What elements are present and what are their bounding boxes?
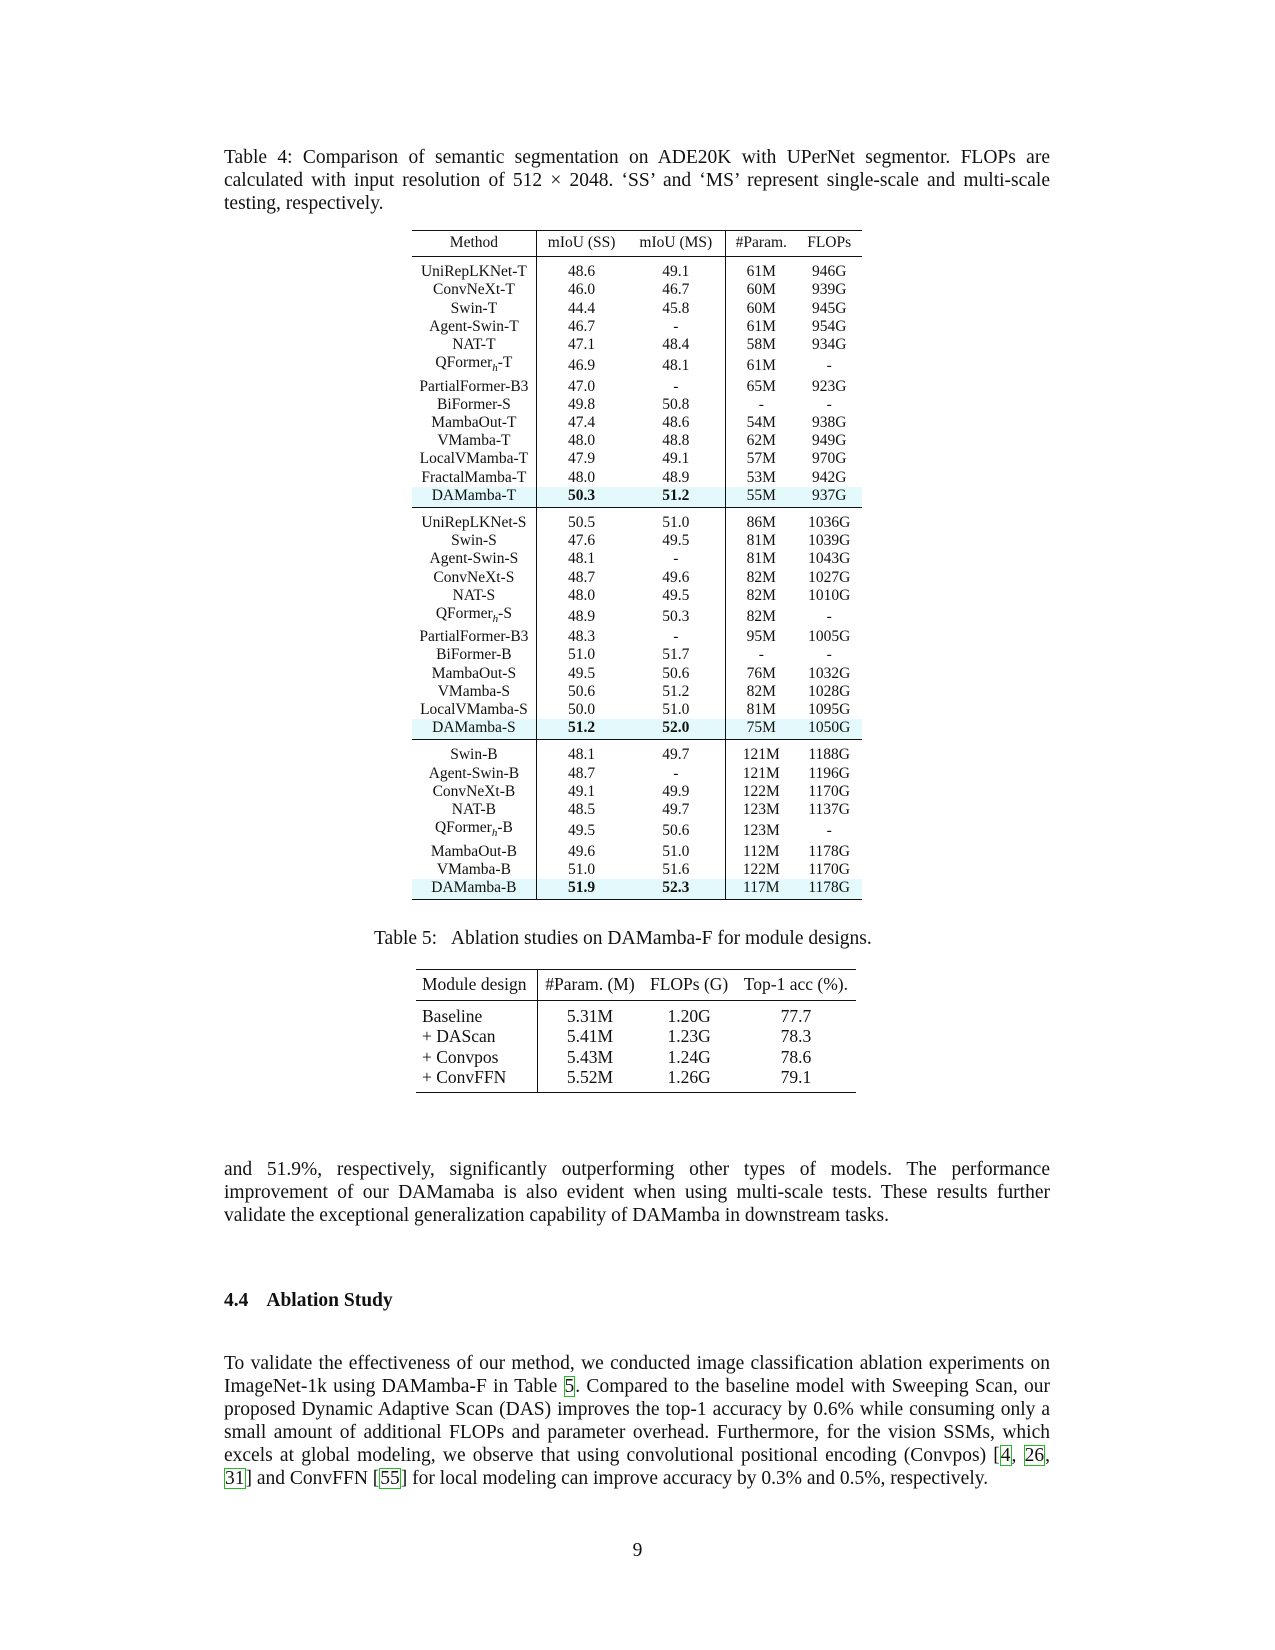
method-name: VMamba-B [436, 860, 511, 878]
method-cell [412, 843, 536, 861]
page-number: 9 [632, 1540, 643, 1561]
param-cell: 57M [726, 450, 797, 468]
table-row [412, 318, 862, 336]
table5-caption-label: Table 5: [374, 928, 438, 949]
miou-ms-cell: - [673, 628, 679, 646]
miou-ms-cell: - [673, 550, 679, 568]
flops-cell: 1178G [796, 879, 862, 900]
miou-ss-cell: 48.5 [536, 801, 626, 819]
table-row [412, 765, 862, 783]
method-name: VMamba-S [437, 682, 511, 700]
flops-cell: - [826, 821, 832, 839]
flops-cell: 946G [811, 263, 847, 281]
param-cell: 5.52M [537, 1067, 642, 1092]
method-cell [412, 396, 536, 414]
method-name: QFormer [434, 819, 492, 837]
table-row [412, 646, 862, 664]
miou-ms-cell: 52.0 [626, 719, 725, 740]
method-cell [412, 879, 536, 900]
table-row [416, 1047, 856, 1068]
flops-cell: 934G [811, 336, 847, 354]
table4-caption-label: Table 4: [224, 147, 293, 168]
table-row [416, 1026, 856, 1047]
table4-group [412, 257, 862, 508]
param-cell: 5.31M [537, 1000, 642, 1026]
ablation-text-4: ] for local modeling can improve accuracy by 0.3% and 0.5%, respectively. [400, 1468, 989, 1489]
citation-separator: , [1011, 1445, 1024, 1466]
miou-ss-cell: 47.9 [536, 450, 626, 468]
param-cell: 117M [726, 879, 797, 900]
method-name: Swin-S [451, 532, 497, 550]
table-row [412, 740, 862, 765]
param-cell: 65M [726, 378, 797, 396]
miou-ss-cell: 47.0 [536, 378, 626, 396]
param-cell: 60M [726, 300, 797, 318]
miou-ms-cell: 51.0 [626, 507, 725, 532]
method-name: QFormer [435, 604, 493, 622]
method-cell [412, 665, 536, 683]
table-row [412, 819, 862, 842]
table-row [412, 378, 862, 396]
miou-ms-cell: 45.8 [662, 299, 690, 317]
param-cell: 61M [726, 354, 797, 377]
miou-ss-cell: 50.5 [536, 507, 626, 532]
method-name: VMamba-T [437, 432, 511, 450]
flops-cell: - [826, 646, 832, 664]
flops-cell: 942G [811, 468, 847, 486]
table5-header-row [416, 970, 856, 1001]
acc-cell: 77.7 [780, 1005, 812, 1026]
param-cell: 123M [726, 801, 797, 819]
method-suffix: -B [497, 819, 513, 837]
flops-cell: 1028G [808, 682, 851, 700]
flops-cell: 939G [811, 281, 847, 299]
design-cell: + DAScan [422, 1026, 496, 1046]
param-cell: 121M [726, 740, 797, 765]
method-name: NAT-S [452, 586, 496, 604]
table5-caption-text: Ablation studies on DAMamba-F for module designs. [450, 928, 872, 949]
table5-header-param: #Param. (M) [537, 970, 642, 1001]
miou-ms-cell: 50.3 [662, 607, 690, 625]
flops-cell: 1170G [808, 860, 850, 878]
table-row [412, 507, 862, 532]
param-cell: 55M [726, 487, 797, 508]
miou-ss-cell: 50.0 [536, 701, 626, 719]
flops-cell: 1039G [808, 532, 851, 550]
param-cell: 61M [726, 257, 797, 282]
table4-header-miou-ms: mIoU (MS) [626, 231, 725, 257]
method-name: Agent-Swin-B [428, 764, 520, 782]
method-name: LocalVMamba-T [419, 450, 529, 468]
citation-link[interactable]: 26 [1024, 1445, 1045, 1466]
miou-ss-cell: 49.5 [536, 819, 626, 842]
method-cell [412, 300, 536, 318]
section-number: 4.4 [224, 1290, 249, 1311]
table-row [412, 701, 862, 719]
flops-cell: 1188G [796, 740, 862, 765]
table4-group [412, 507, 862, 740]
miou-ms-cell: 51.6 [662, 860, 690, 878]
miou-ms-cell: 49.5 [662, 532, 690, 550]
miou-ms-cell: - [673, 377, 679, 395]
flops-cell: 1010G [808, 586, 851, 604]
miou-ms-cell: 49.7 [626, 740, 725, 765]
citation-link[interactable]: 4 [1000, 1445, 1011, 1466]
table-row [412, 469, 862, 487]
flops-cell: - [826, 395, 832, 413]
table5-header-flops: FLOPs (G) [642, 970, 735, 1001]
table-row [412, 432, 862, 450]
flops-cell: 1043G [808, 550, 851, 568]
flops-cell: 954G [811, 317, 847, 335]
param-cell: 81M [726, 532, 797, 550]
miou-ms-cell: 50.6 [662, 664, 690, 682]
miou-ms-cell: 51.7 [662, 646, 690, 664]
miou-ss-cell: 47.4 [536, 414, 626, 432]
miou-ss-cell: 51.9 [536, 879, 626, 900]
table5-caption [374, 927, 934, 950]
table-reference-link[interactable]: 5 [564, 1376, 575, 1397]
miou-ss-cell: 49.6 [536, 843, 626, 861]
method-subscript: h [491, 827, 498, 840]
miou-ms-cell: 49.5 [662, 586, 690, 604]
method-cell [412, 469, 536, 487]
param-cell: 82M [726, 605, 797, 628]
miou-ss-cell: 48.3 [536, 628, 626, 646]
table-row [412, 336, 862, 354]
miou-ss-cell: 47.6 [536, 532, 626, 550]
table-row [412, 665, 862, 683]
miou-ms-cell: 51.0 [662, 701, 690, 719]
table4-header-flops: FLOPs [796, 231, 862, 257]
miou-ms-cell: 49.7 [662, 801, 690, 819]
method-cell [412, 378, 536, 396]
table-row [412, 281, 862, 299]
miou-ss-cell: 51.2 [536, 719, 626, 740]
table-row [412, 587, 862, 605]
method-name: ConvNeXt-T [433, 281, 515, 299]
miou-ms-cell: 49.1 [662, 450, 690, 468]
miou-ms-cell: 49.6 [662, 568, 690, 586]
miou-ss-cell: 50.6 [536, 683, 626, 701]
flops-cell: 1.24G [667, 1046, 711, 1067]
citation-link[interactable]: 55 [380, 1468, 400, 1489]
method-cell [412, 719, 536, 740]
method-name: Agent-Swin-T [429, 317, 519, 335]
flops-cell: 949G [811, 432, 847, 450]
acc-cell: 78.3 [780, 1026, 812, 1046]
miou-ms-cell: 48.4 [662, 336, 690, 354]
miou-ms-cell: 51.0 [662, 842, 690, 860]
method-name: UniRepLKNet-S [421, 513, 527, 531]
param-cell: 122M [726, 783, 797, 801]
method-cell [412, 740, 536, 765]
miou-ss-cell: 44.4 [536, 300, 626, 318]
method-cell [412, 354, 536, 377]
param-cell: 86M [726, 507, 797, 532]
citation-separator: , [1045, 1445, 1050, 1466]
flops-cell: 1.23G [667, 1026, 711, 1046]
method-cell [412, 605, 536, 628]
table-row [412, 487, 862, 508]
method-cell [412, 765, 536, 783]
body-paragraph-results: and 51.9%, respectively, significantly outperforming other types of models. The performance improvement of our DAMamaba is also evident when using multi-scale tests. These results further validate the exceptional generalization capability of DAMamba in downstream tasks. [224, 1159, 1050, 1226]
method-cell [412, 783, 536, 801]
ablation-text-2: . Compared to the baseline model with Sweeping Scan, our proposed Dynamic Adaptive Scan (DAS) improves the top-1 accuracy by 0.6% while consuming only a small amount of additional FLOPs and parameter overhead. Furthermore, for the vision SSMs, which excels at global modeling, we observe that using convolutional positional encoding (Convpos) [ [224, 1376, 1050, 1466]
table4-header-param: #Param. [726, 231, 797, 257]
table4-header-method: Method [412, 231, 536, 257]
param-cell: - [726, 646, 797, 664]
method-cell [412, 801, 536, 819]
table-row [412, 801, 862, 819]
miou-ss-cell: 48.9 [536, 605, 626, 628]
param-cell: - [726, 396, 797, 414]
table-row [412, 550, 862, 568]
flops-cell: 1095G [808, 701, 851, 719]
table-row [412, 257, 862, 282]
method-cell [412, 701, 536, 719]
miou-ms-cell: 48.8 [662, 432, 690, 450]
flops-cell: 1178G [808, 842, 850, 860]
method-cell [412, 281, 536, 299]
table-row [412, 879, 862, 900]
method-name: MambaOut-S [431, 664, 517, 682]
table-row [412, 783, 862, 801]
param-cell: 82M [726, 569, 797, 587]
param-cell: 81M [726, 701, 797, 719]
miou-ms-cell: 48.1 [662, 356, 690, 374]
table4-group [412, 740, 862, 900]
flops-cell: 1005G [808, 628, 851, 646]
miou-ss-cell: 46.9 [536, 354, 626, 377]
method-cell [412, 487, 536, 508]
method-cell [412, 450, 536, 468]
method-name: DAMamba-B [431, 878, 517, 896]
method-cell [412, 683, 536, 701]
miou-ss-cell: 48.0 [536, 587, 626, 605]
method-name: Swin-B [450, 746, 498, 764]
method-name: FractalMamba-T [421, 468, 527, 486]
method-name: MambaOut-T [431, 413, 517, 431]
method-cell [412, 507, 536, 532]
miou-ss-cell: 48.0 [536, 432, 626, 450]
flops-cell: 1032G [808, 664, 851, 682]
param-cell: 53M [726, 469, 797, 487]
miou-ss-cell: 48.1 [536, 740, 626, 765]
method-name: ConvNeXt-B [432, 782, 516, 800]
param-cell: 82M [726, 683, 797, 701]
method-cell [412, 646, 536, 664]
method-name: UniRepLKNet-T [420, 263, 527, 281]
param-cell: 82M [726, 587, 797, 605]
flops-cell: 1137G [808, 801, 850, 819]
section-heading [224, 1290, 393, 1312]
section-title: Ablation Study [266, 1290, 393, 1311]
ablation-text-3: ] and ConvFFN [ [245, 1468, 380, 1489]
table4-caption [224, 146, 1050, 215]
method-name: Agent-Swin-S [429, 550, 519, 568]
design-cell: + Convpos [422, 1046, 499, 1067]
method-cell [412, 819, 536, 842]
method-name: Swin-T [450, 299, 498, 317]
table-row [412, 683, 862, 701]
method-cell [412, 336, 536, 354]
miou-ms-cell: 46.7 [662, 281, 690, 299]
method-subscript: h [492, 613, 499, 626]
method-name: NAT-B [451, 801, 497, 819]
design-cell: Baseline [422, 1005, 483, 1026]
flops-cell: 1050G [796, 719, 862, 740]
miou-ss-cell: 48.1 [536, 550, 626, 568]
table4-header-row [412, 231, 862, 257]
table5-header-acc: Top-1 acc (%). [736, 970, 856, 1001]
miou-ms-cell: - [673, 317, 679, 335]
flops-cell: - [826, 356, 832, 374]
design-cell: + ConvFFN [416, 1067, 537, 1092]
table5-body [416, 1000, 856, 1092]
param-cell: 54M [726, 414, 797, 432]
table-row [412, 396, 862, 414]
flops-cell: 1036G [796, 507, 862, 532]
param-cell: 5.43M [537, 1047, 642, 1068]
table5-header-design: Module design [416, 970, 537, 1001]
param-cell: 121M [726, 765, 797, 783]
miou-ss-cell: 48.0 [536, 469, 626, 487]
method-name: BiFormer-B [436, 646, 512, 664]
miou-ms-cell: 50.8 [662, 395, 690, 413]
param-cell: 58M [726, 336, 797, 354]
method-subscript: h [492, 362, 498, 375]
flops-cell: 1.26G [642, 1067, 735, 1092]
param-cell: 112M [726, 843, 797, 861]
method-name: BiFormer-S [437, 395, 511, 413]
flops-cell: 938G [811, 413, 847, 431]
method-cell [412, 861, 536, 879]
acc-cell: 78.6 [780, 1046, 812, 1067]
method-suffix: -T [497, 354, 513, 372]
miou-ms-cell: 48.9 [662, 468, 690, 486]
table-row [412, 605, 862, 628]
miou-ss-cell: 48.7 [536, 569, 626, 587]
miou-ss-cell: 49.1 [536, 783, 626, 801]
body-paragraph-ablation [224, 1352, 1050, 1490]
method-cell [412, 432, 536, 450]
param-cell: 76M [726, 665, 797, 683]
method-cell [412, 532, 536, 550]
miou-ss-cell: 49.8 [536, 396, 626, 414]
miou-ss-cell: 46.0 [536, 281, 626, 299]
flops-cell: 1027G [808, 568, 851, 586]
param-cell: 95M [726, 628, 797, 646]
miou-ms-cell: 50.6 [662, 821, 690, 839]
citation-link[interactable]: 31 [225, 1468, 245, 1489]
table4-caption-text: Comparison of semantic segmentation on ADE20K with UPerNet segmentor. FLOPs are calculated with input resolution of 512 × 2048. ‘SS’ and ‘MS’ represent single-scale and multi-scale testing, respectively. [224, 147, 1050, 214]
method-name: DAMamba-T [431, 486, 517, 504]
miou-ms-cell: 49.9 [662, 782, 690, 800]
method-cell [412, 628, 536, 646]
miou-ms-cell: 51.2 [662, 682, 690, 700]
method-name: ConvNeXt-S [433, 568, 515, 586]
miou-ss-cell: 46.7 [536, 318, 626, 336]
table-row [412, 628, 862, 646]
flops-cell: 1196G [808, 764, 850, 782]
method-name: QFormer [435, 354, 493, 372]
flops-cell: 923G [811, 377, 847, 395]
method-cell [412, 587, 536, 605]
table-row [416, 1000, 856, 1026]
param-cell: 61M [726, 318, 797, 336]
table-row [412, 843, 862, 861]
param-cell: 5.41M [537, 1026, 642, 1047]
miou-ss-cell: 50.3 [536, 487, 626, 508]
miou-ss-cell: 51.0 [536, 861, 626, 879]
method-name: PartialFormer-B3 [419, 628, 529, 646]
method-cell [412, 318, 536, 336]
table-row [412, 354, 862, 377]
table-row [412, 861, 862, 879]
method-name: MambaOut-B [430, 842, 517, 860]
method-name: NAT-T [452, 336, 496, 354]
method-name: LocalVMamba-S [420, 701, 528, 719]
table-row [412, 300, 862, 318]
method-cell [412, 414, 536, 432]
miou-ms-cell: 51.2 [626, 487, 725, 508]
miou-ss-cell: 47.1 [536, 336, 626, 354]
param-cell: 60M [726, 281, 797, 299]
table-row [416, 1067, 856, 1092]
param-cell: 81M [726, 550, 797, 568]
table5-ablation-results [416, 969, 856, 1093]
param-cell: 123M [726, 819, 797, 842]
method-name: DAMamba-S [432, 719, 516, 737]
flops-cell: 945G [811, 299, 847, 317]
miou-ms-cell: 48.6 [662, 413, 690, 431]
miou-ss-cell: 49.5 [536, 665, 626, 683]
flops-cell: 1170G [808, 782, 850, 800]
table4-header-miou-ss: mIoU (SS) [536, 231, 626, 257]
flops-cell: 970G [811, 450, 847, 468]
table-row [412, 414, 862, 432]
method-cell [412, 569, 536, 587]
param-cell: 122M [726, 861, 797, 879]
flops-cell: 1.20G [667, 1005, 711, 1026]
miou-ms-cell: 49.1 [662, 263, 690, 281]
miou-ss-cell: 48.6 [536, 257, 626, 282]
method-suffix: -S [498, 604, 512, 622]
table4-segmentation-results [412, 230, 862, 900]
miou-ms-cell: 52.3 [626, 879, 725, 900]
miou-ss-cell: 48.7 [536, 765, 626, 783]
table-row [412, 450, 862, 468]
method-cell [412, 550, 536, 568]
miou-ss-cell: 51.0 [536, 646, 626, 664]
table-row [412, 569, 862, 587]
flops-cell: 937G [796, 487, 862, 508]
table-row [412, 532, 862, 550]
table-row [412, 719, 862, 740]
param-cell: 75M [726, 719, 797, 740]
flops-cell: - [826, 607, 832, 625]
acc-cell: 79.1 [736, 1067, 856, 1092]
method-name: PartialFormer-B3 [419, 377, 529, 395]
method-cell [412, 257, 536, 282]
ablation-text-1: To validate the effectiveness of our method, we conducted image classification ablation experiments on ImageNet-1k using DAMamba-F in Table [224, 1353, 1050, 1397]
miou-ms-cell: - [673, 764, 679, 782]
param-cell: 62M [726, 432, 797, 450]
